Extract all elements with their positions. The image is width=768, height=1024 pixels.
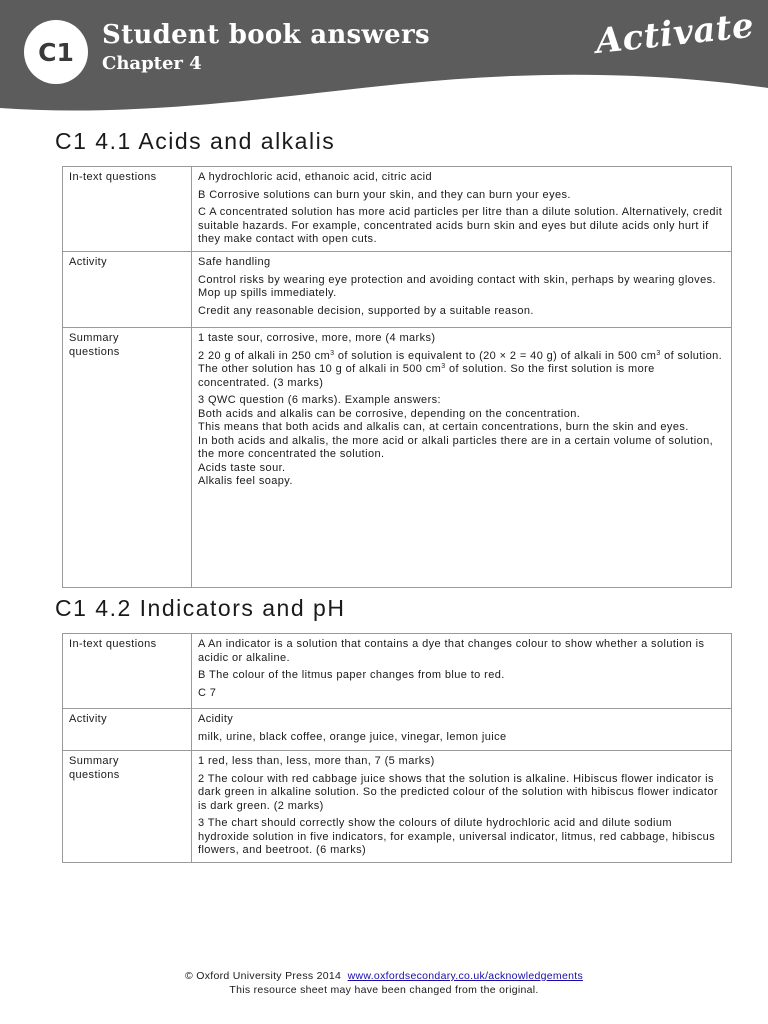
row-content xyxy=(192,328,732,588)
answer-text: B Corrosive solutions can burn your skin, and they can burn your eyes. xyxy=(198,188,571,201)
answer-text: 3 QWC question (6 marks). Example answers: xyxy=(198,394,441,406)
section-title: C1 4.2 Indicators and pH xyxy=(55,595,346,621)
header-subtitle: Chapter 4 xyxy=(102,53,202,74)
row-label: Activity xyxy=(63,709,192,751)
footer-copyright-line xyxy=(0,970,768,982)
answer-text: A hydrochloric acid, ethanoic acid, citric acid xyxy=(198,171,433,183)
row-label: Summary questions xyxy=(63,328,192,588)
answer-text: In both acids and alkalis, the more acid or alkali particles there are in a certain volume of solution, the more concentrated the solution. xyxy=(198,434,714,460)
answer-text: B The colour of the litmus paper changes from blue to red. xyxy=(198,669,505,681)
row-label: In-text questions xyxy=(63,167,192,252)
table-row xyxy=(63,328,732,588)
footer-copyright: © Oxford University Press 2014 xyxy=(184,970,342,982)
header-title: Student book answers xyxy=(102,20,430,50)
table-row xyxy=(63,751,732,863)
brand-logo: Activate xyxy=(593,5,756,62)
row-content xyxy=(192,709,732,751)
answer-text: Control risks by wearing eye protection and avoiding contact with skin, perhaps by wearing gloves. Mop up spills immediately. xyxy=(198,273,716,299)
answer-text: 1 taste sour, corrosive, more, more (4 marks) xyxy=(198,332,436,344)
row-label: Summary questions xyxy=(63,751,192,863)
table-row xyxy=(63,252,732,328)
row-content xyxy=(192,252,732,328)
answer-text: This means that both acids and alkalis can, at certain concentrations, burn the skin and eyes. xyxy=(198,421,689,433)
row-content xyxy=(192,634,732,709)
answer-text: Acidity xyxy=(198,713,234,725)
answer-text: 2 20 g of alkali in 250 $cm^3$ of solution is equivalent to (20 × 2 = 40 g) of alkali in 500 $cm^3$ of solution. The other solution has 10 g of alkali in 500 $cm^3$ of solution. So the first solution is more concentrated. (3 marks) xyxy=(198,349,723,389)
answer-text: milk, urine, black coffee, orange juice, vinegar, lemon juice xyxy=(198,730,507,743)
answer-text: C A concentrated solution has more acid particles per litre than a dilute solution. Alternatively, credit suitable hazards. For example, concentrated acids burn skin and eyes but dilute acids only hurt if they make contact with open cuts. xyxy=(198,206,723,245)
footer-note: This resource sheet may have been changed from the original. xyxy=(229,984,539,996)
section-title: C1 4.1 Acids and alkalis xyxy=(55,128,336,154)
answer-text: Credit any reasonable decision, supported by a suitable reason. xyxy=(198,304,534,317)
page-header xyxy=(0,0,768,120)
answer-text: 3 The chart should correctly show the colours of dilute hydrochloric acid and dilute sodium hydroxide solution in five indicators, for example, universal indicator, litmus, red cabbage, hibiscus flowers, and beetroot. (6 marks) xyxy=(198,817,716,856)
row-content xyxy=(192,167,732,252)
chapter-badge: C1 xyxy=(24,20,88,84)
answer-text: Alkalis feel soapy. xyxy=(198,475,293,487)
answers-table xyxy=(62,166,732,588)
answer-text: Acids taste sour. xyxy=(198,461,286,474)
answer-text: 2 The colour with red cabbage juice shows that the solution is alkaline. Hibiscus flower indicator is dark green in alkaline solution. So the predicted colour of the solution with hibiscus flower indicator is dark green. (2 marks) xyxy=(198,772,718,812)
acknowledgements-link[interactable]: www.oxfordsecondary.co.uk/acknowledgements xyxy=(347,970,583,982)
answer-text: C 7 xyxy=(198,686,217,699)
answer-text: A An indicator is a solution that contains a dye that changes colour to show whether a solution is acidic or alkaline. xyxy=(198,638,705,664)
row-label: In-text questions xyxy=(63,634,192,709)
answers-table xyxy=(62,633,732,863)
row-content xyxy=(192,751,732,863)
row-label: Activity xyxy=(63,252,192,328)
answer-text: Both acids and alkalis can be corrosive, depending on the concentration. xyxy=(198,407,581,420)
table-row xyxy=(63,634,732,709)
table-row xyxy=(63,709,732,751)
answer-text: Safe handling xyxy=(198,256,271,268)
table-row xyxy=(63,167,732,252)
answer-text: 1 red, less than, less, more than, 7 (5 marks) xyxy=(198,755,435,767)
